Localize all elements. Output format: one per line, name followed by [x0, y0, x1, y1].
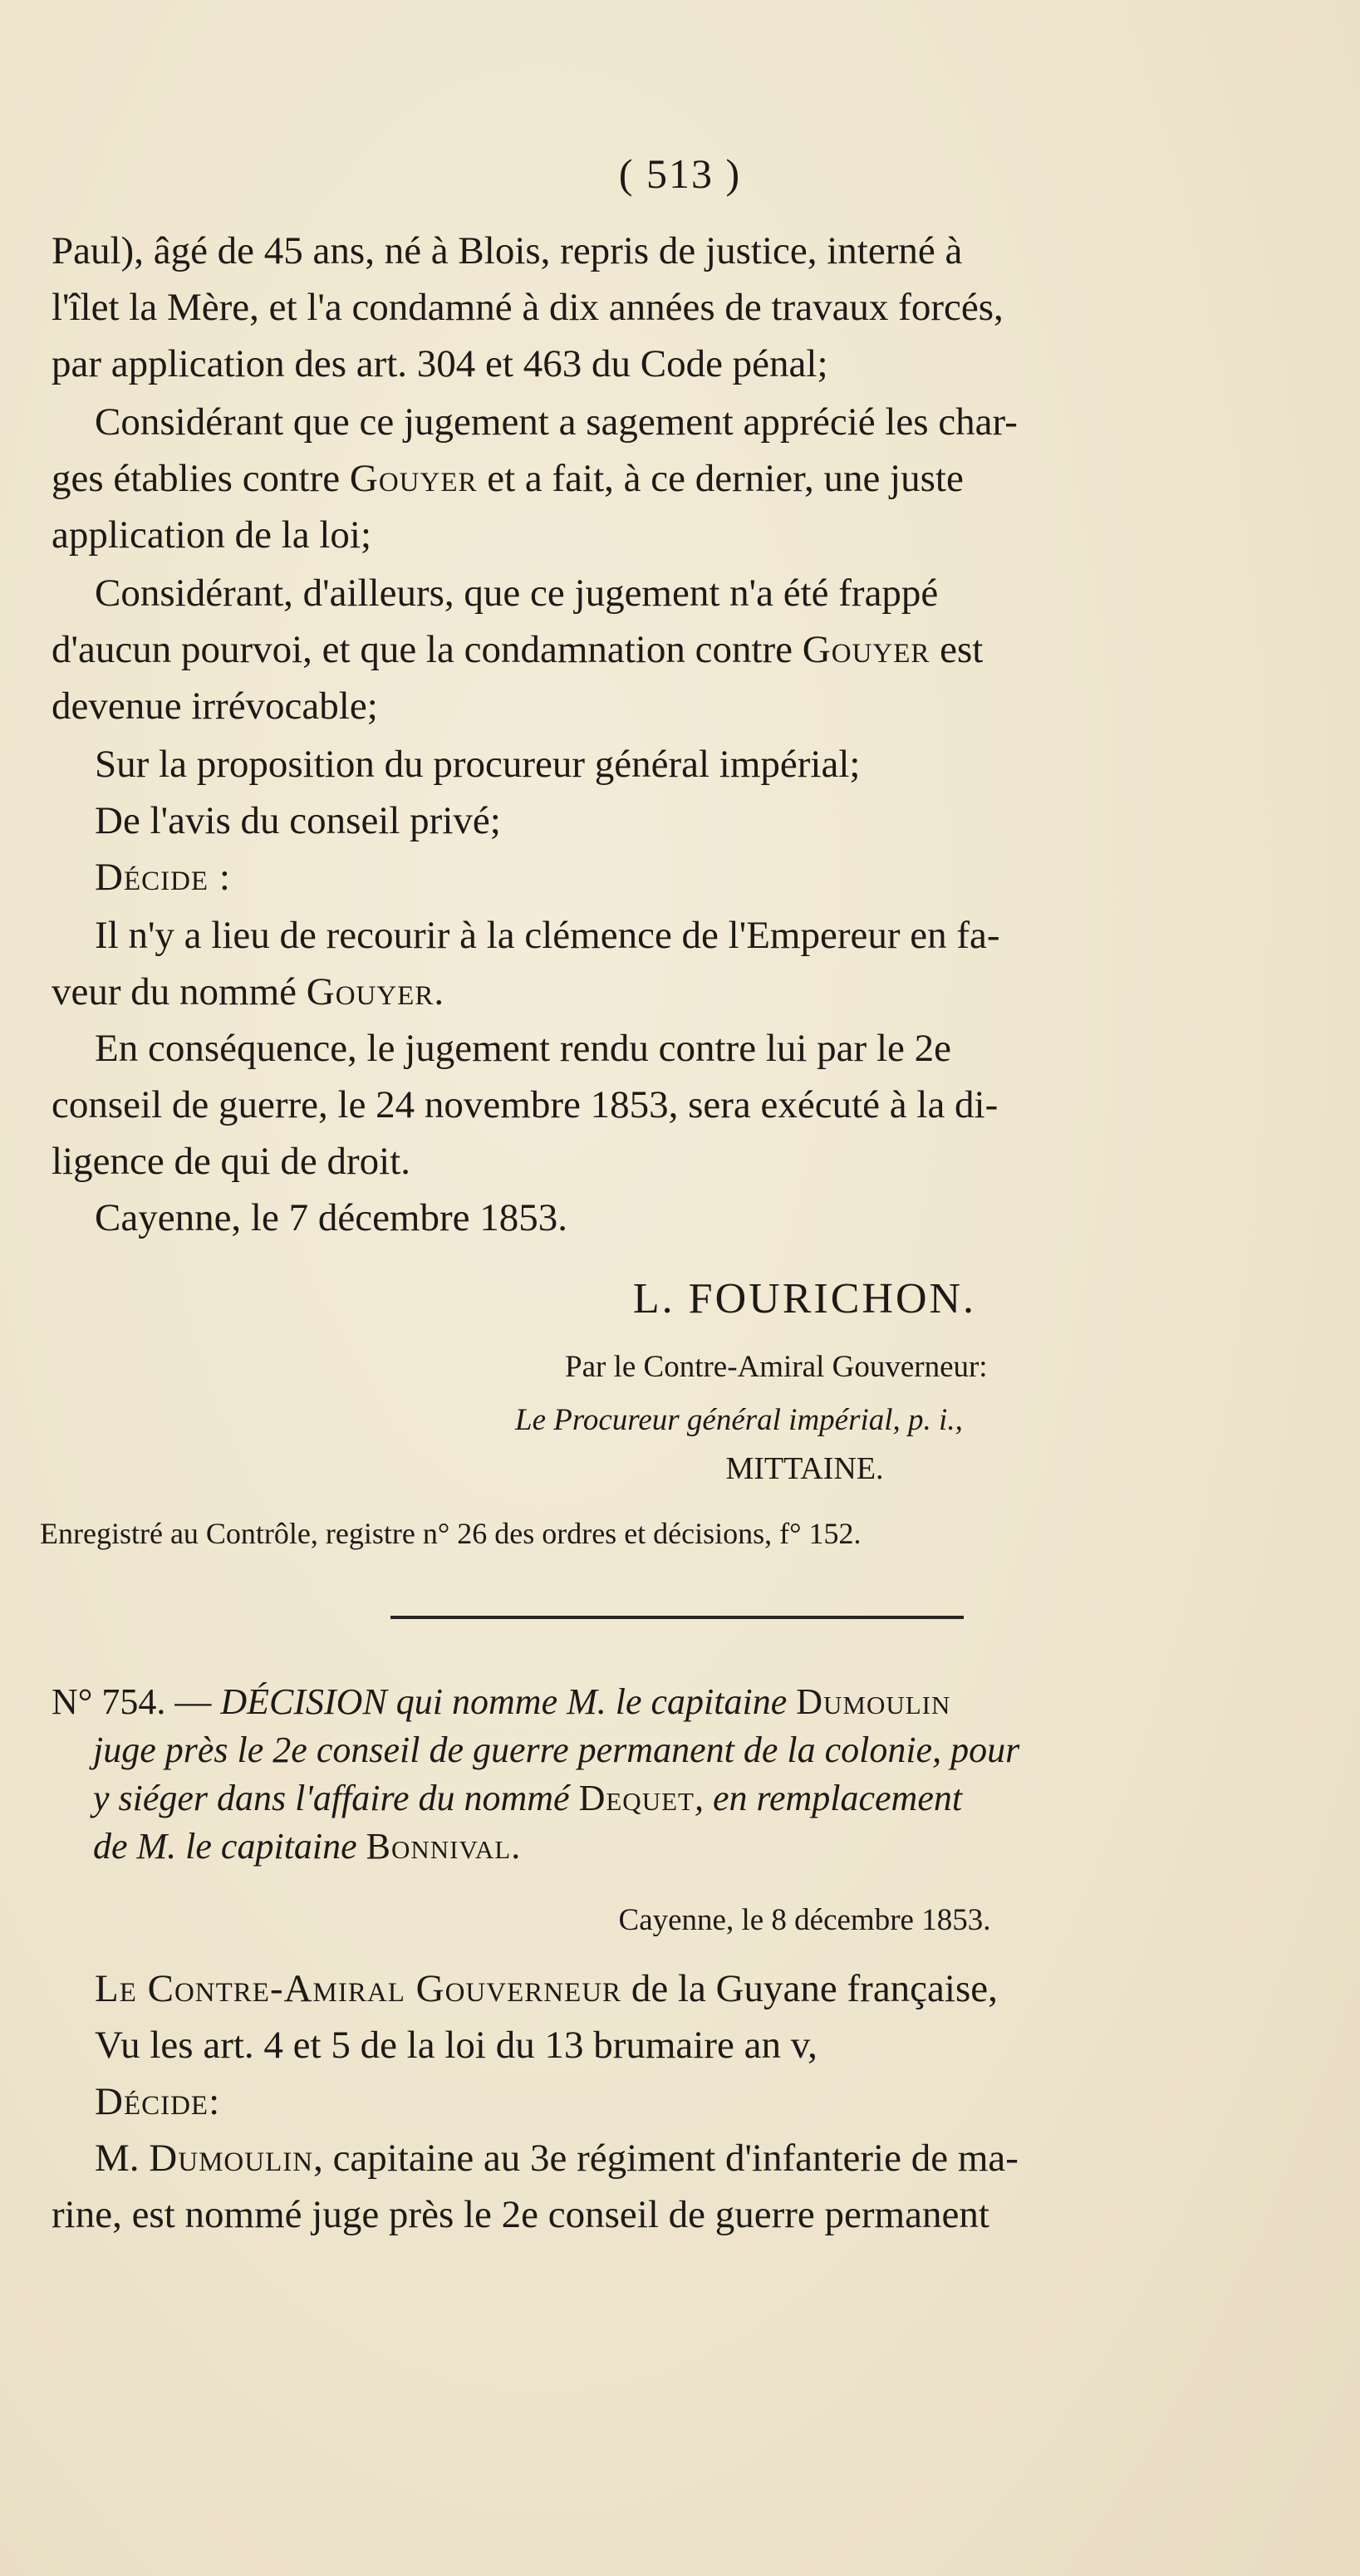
heading-line: y siéger dans l'affaire du nommé Dequet, en remplacement	[93, 1778, 963, 1818]
text-line: M. Dumoulin, capitaine au 3e régiment d'infanterie de ma-	[95, 2137, 1019, 2180]
decision-date: Cayenne, le 8 décembre 1853.	[618, 1903, 991, 1937]
countersign-name: MITTAINE.	[725, 1451, 884, 1486]
text-line: En conséquence, le jugement rendu contre lui par le 2e	[95, 1027, 951, 1070]
page-number: ( 513 )	[618, 150, 742, 197]
person-name: Bonnival	[366, 1826, 512, 1867]
text-line: devenue irrévocable;	[52, 684, 378, 728]
person-name: Dumoulin	[149, 2137, 314, 2180]
text-line: rine, est nommé juge près le 2e conseil de guerre permanent	[52, 2193, 989, 2236]
text-line: Considérant que ce jugement a sagement apprécié les char-	[95, 400, 1018, 444]
text-line: Cayenne, le 7 décembre 1853.	[95, 1196, 568, 1239]
text-line: d'aucun pourvoi, et que la condamnation contre Gouyer est	[52, 628, 984, 671]
heading-line: juge près le 2e conseil de guerre permanent de la colonie, pour	[93, 1730, 1020, 1770]
text-line: Sur la proposition du procureur général impérial;	[95, 743, 861, 786]
signature: L. FOURICHON.	[632, 1275, 977, 1322]
heading-line: de M. le capitaine Bonnival.	[93, 1826, 521, 1867]
registration-note: Enregistré au Contrôle, registre n° 26 des ordres et décisions, f° 152.	[40, 1517, 862, 1550]
text-line: veur du nommé Gouyer.	[52, 970, 444, 1013]
heading-line: N° 754. — DÉCISION qui nomme M. le capitaine Dumoulin	[52, 1681, 951, 1722]
paragraph-decision	[52, 907, 1266, 1020]
paragraph-consequence	[52, 1020, 1266, 1190]
text-line: par application des art. 304 et 463 du Code pénal;	[52, 342, 828, 385]
text-line: ges établies contre Gouyer et a fait, à ce dernier, une juste	[52, 457, 964, 500]
place-date	[52, 1190, 1266, 1246]
person-name: Dumoulin	[796, 1681, 951, 1722]
person-name: Gouyer	[802, 628, 930, 671]
text-line: ligence de qui de droit.	[52, 1140, 410, 1183]
decision-number: N° 754. —	[52, 1681, 221, 1722]
paragraph-considerant-1	[52, 394, 1266, 563]
decide-label: Décide:	[95, 2080, 221, 2123]
decide-label: Décide :	[95, 856, 231, 899]
countersign-title: Par le Contre-Amiral Gouverneur:	[565, 1350, 988, 1384]
person-name: Dequet	[578, 1778, 695, 1818]
text-line: Le Contre-Amiral Gouverneur de la Guyane française,	[95, 1967, 998, 2010]
countersign-role: Le Procureur général impérial, p. i.,	[515, 1403, 963, 1437]
person-name: Gouyer	[349, 457, 478, 500]
paragraph-continuation	[52, 223, 1266, 392]
text-line: Paul), âgé de 45 ans, né à Blois, repris de justice, interné à	[52, 229, 963, 272]
section-divider	[390, 1616, 964, 1619]
decision-heading	[52, 1678, 1266, 1871]
text-line: De l'avis du conseil privé;	[95, 799, 501, 842]
text-line: application de la loi;	[52, 513, 372, 557]
text-line: conseil de guerre, le 24 novembre 1853, sera exécuté à la di-	[52, 1083, 999, 1126]
text-line: Il n'y a lieu de recourir à la clémence de l'Empereur en fa-	[95, 914, 1000, 957]
text-line: Considérant, d'ailleurs, que ce jugement n'a été frappé	[95, 572, 939, 615]
person-name: Gouyer	[306, 970, 435, 1013]
decision-body	[52, 1960, 1266, 2243]
text-line: l'îlet la Mère, et l'a condamné à dix années de travaux forcés,	[52, 286, 1004, 329]
text-line: Vu les art. 4 et 5 de la loi du 13 brumaire an v,	[95, 2024, 817, 2067]
paragraph-considerant-2	[52, 565, 1266, 734]
authority-title: Le Contre-Amiral Gouverneur	[95, 1967, 622, 2010]
paragraph-proposition	[52, 736, 1266, 905]
